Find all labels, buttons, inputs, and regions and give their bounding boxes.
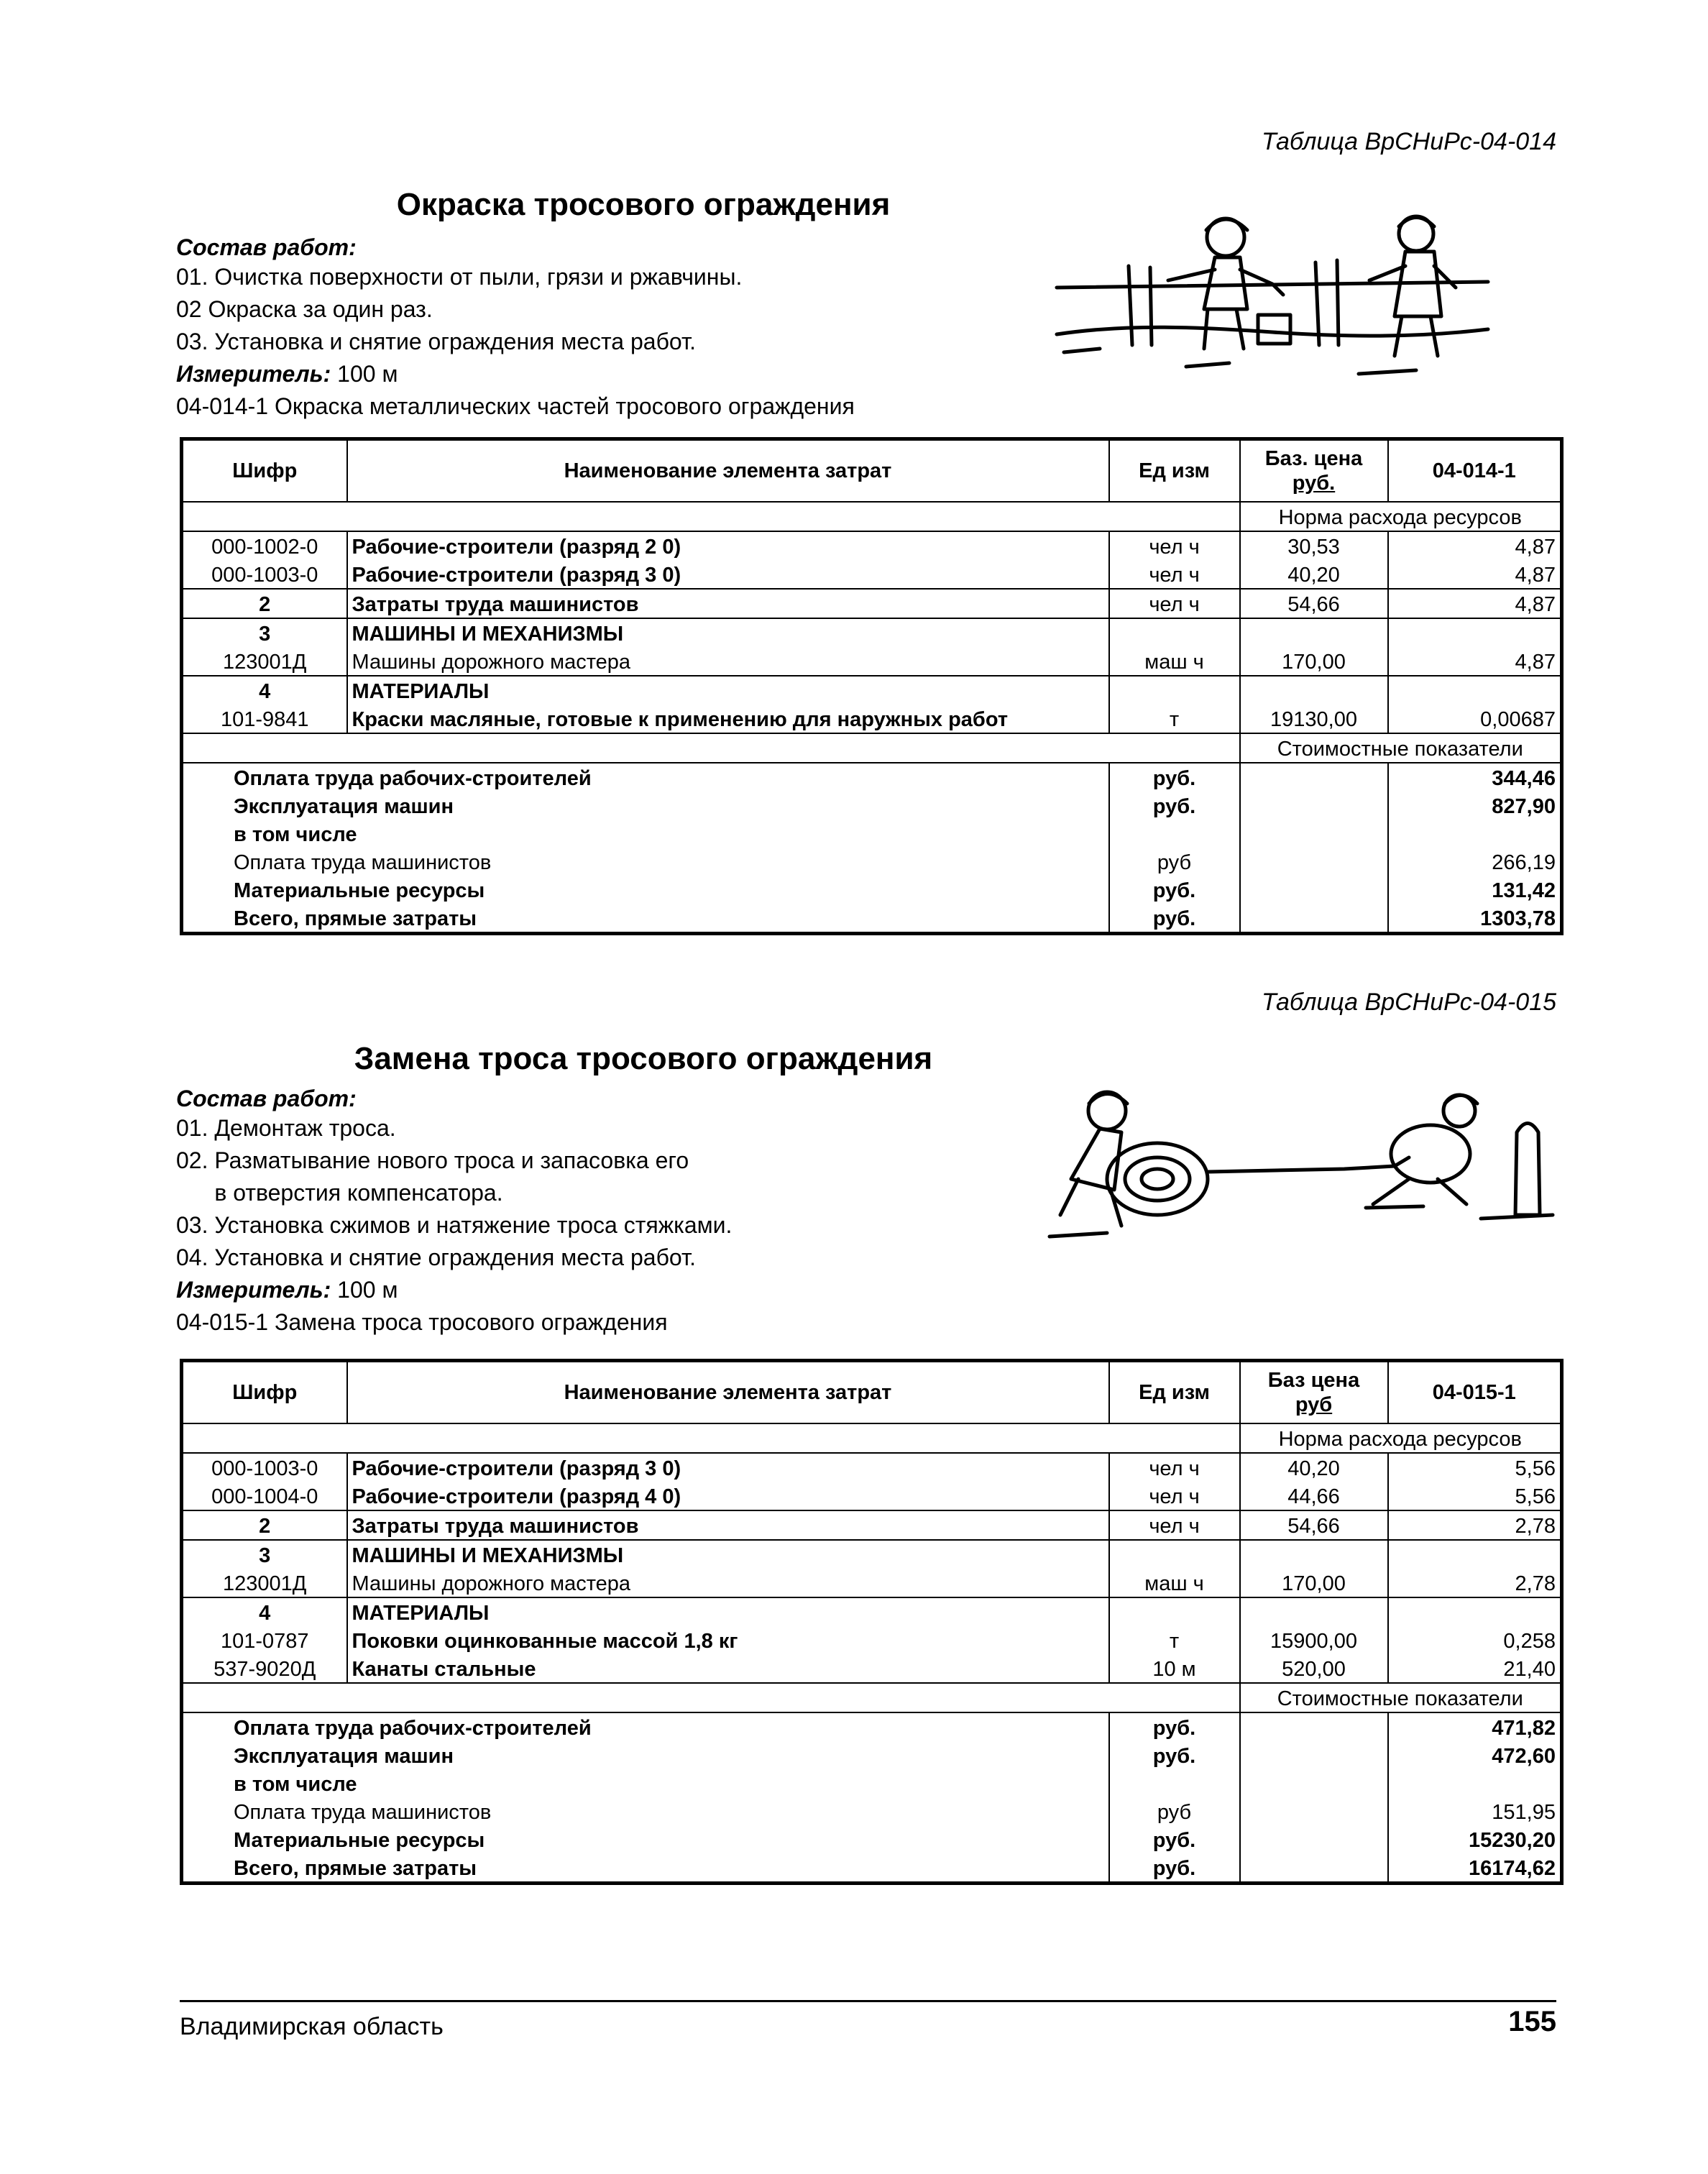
cell-price: 170,00 xyxy=(1240,1569,1388,1597)
cell-name: МАШИНЫ И МЕХАНИЗМЫ xyxy=(347,1540,1109,1569)
cost-name: Материальные ресурсы xyxy=(182,1825,1109,1853)
cost-row xyxy=(182,1825,1562,1853)
cost-value xyxy=(1388,1769,1562,1797)
cell-shifr: 4 xyxy=(182,676,347,705)
cell-price: 30,53 xyxy=(1240,531,1388,560)
work-item: 01. Демонтаж троса. xyxy=(176,1115,396,1141)
cell-price: 40,20 xyxy=(1240,1453,1388,1482)
painting-workers-illustration xyxy=(1042,201,1502,395)
col-header-price xyxy=(1240,1361,1388,1424)
cell-shifr: 3 xyxy=(182,1540,347,1569)
cell-name: МАТЕРИАЛЫ xyxy=(347,676,1109,705)
cost-empty xyxy=(1240,904,1388,934)
cell-unit: чел ч xyxy=(1109,589,1240,618)
cell-unit: т xyxy=(1109,1626,1240,1654)
cell-unit xyxy=(1109,1597,1240,1626)
cost-row xyxy=(182,876,1562,904)
cost-unit: руб. xyxy=(1109,792,1240,820)
page-number: 155 xyxy=(1508,2006,1556,2037)
work-item: 03. Установка сжимов и натяжение троса стяжками. xyxy=(176,1212,733,1238)
table-row xyxy=(182,589,1562,618)
cost-value: 16174,62 xyxy=(1388,1853,1562,1884)
cost-unit: руб. xyxy=(1109,763,1240,792)
cost-row xyxy=(182,763,1562,792)
table-number-label: Таблица ВрСНиРс-04-014 xyxy=(1261,128,1556,155)
cell-price: 54,66 xyxy=(1240,1510,1388,1540)
cost-value xyxy=(1388,820,1562,848)
cell-name: Машины дорожного мастера xyxy=(347,647,1109,676)
cost-unit xyxy=(1109,820,1240,848)
table-row xyxy=(182,618,1562,647)
cell-value: 4,87 xyxy=(1388,589,1562,618)
cell-value xyxy=(1388,1597,1562,1626)
measure-value: 100 м xyxy=(337,1277,398,1303)
norms-table xyxy=(180,1359,1564,1885)
col-header-code: 04-014-1 xyxy=(1388,439,1562,503)
work-item: 04. Установка и снятие ограждения места работ. xyxy=(176,1244,696,1270)
cell-price xyxy=(1240,1540,1388,1569)
band-spacer xyxy=(182,502,1240,531)
col-header-name: Наименование элемента затрат xyxy=(347,1361,1109,1424)
cost-name: в том числе xyxy=(182,820,1109,848)
cell-unit: чел ч xyxy=(1109,560,1240,589)
cost-unit: руб. xyxy=(1109,1712,1240,1741)
table-row xyxy=(182,1510,1562,1540)
work-composition xyxy=(176,1086,732,1339)
cost-row xyxy=(182,1853,1562,1884)
cell-name: Канаты стальные xyxy=(347,1654,1109,1683)
cell-price xyxy=(1240,618,1388,647)
table-row xyxy=(182,1540,1562,1569)
item-line: 04-014-1 Окраска металлических частей тросового ограждения xyxy=(176,393,855,419)
table-row xyxy=(182,1482,1562,1510)
cost-row xyxy=(182,848,1562,876)
cell-value: 5,56 xyxy=(1388,1482,1562,1510)
cell-shifr: 2 xyxy=(182,1510,347,1540)
cost-row xyxy=(182,792,1562,820)
cell-shifr: 123001Д xyxy=(182,1569,347,1597)
cost-name: Оплата труда рабочих-строителей xyxy=(182,763,1109,792)
price-header-unit: руб xyxy=(1295,1393,1333,1416)
cost-band-label: Стоимостные показатели xyxy=(1240,1683,1562,1712)
cost-name: Оплата труда машинистов xyxy=(182,848,1109,876)
cost-empty xyxy=(1240,820,1388,848)
measure-line xyxy=(176,358,855,390)
col-header-unit: Ед изм xyxy=(1109,439,1240,503)
cell-shifr: 000-1003-0 xyxy=(182,560,347,589)
cell-value: 4,87 xyxy=(1388,647,1562,676)
cost-empty xyxy=(1240,848,1388,876)
cell-value xyxy=(1388,618,1562,647)
cost-value: 472,60 xyxy=(1388,1741,1562,1769)
cost-name: Эксплуатация машин xyxy=(182,792,1109,820)
cost-value: 471,82 xyxy=(1388,1712,1562,1741)
cell-unit: 10 м xyxy=(1109,1654,1240,1683)
cell-name: Рабочие-строители (разряд 4 0) xyxy=(347,1482,1109,1510)
cell-name: Затраты труда машинистов xyxy=(347,1510,1109,1540)
cost-row xyxy=(182,1712,1562,1741)
col-header-shifr: Шифр xyxy=(182,1361,347,1424)
cell-unit xyxy=(1109,1540,1240,1569)
cell-unit: т xyxy=(1109,705,1240,733)
cost-name: Оплата труда рабочих-строителей xyxy=(182,1712,1109,1741)
table-number-label: Таблица ВрСНиРс-04-015 xyxy=(1261,989,1556,1016)
cost-row xyxy=(182,1741,1562,1769)
cell-name: Поковки оцинкованные массой 1,8 кг xyxy=(347,1626,1109,1654)
cost-name: Оплата труда машинистов xyxy=(182,1797,1109,1825)
measure-label: Измеритель: xyxy=(176,1277,331,1303)
cell-value: 4,87 xyxy=(1388,531,1562,560)
col-header-price xyxy=(1240,439,1388,503)
cell-shifr: 000-1003-0 xyxy=(182,1453,347,1482)
cost-value: 151,95 xyxy=(1388,1797,1562,1825)
work-item: 01. Очистка поверхности от пыли, грязи и ржавчины. xyxy=(176,264,743,290)
norm-band-label: Норма расхода ресурсов xyxy=(1240,502,1562,531)
cell-price xyxy=(1240,676,1388,705)
measure-label: Измеритель: xyxy=(176,361,331,387)
price-header-line: Баз цена xyxy=(1267,1369,1360,1392)
cell-price: 19130,00 xyxy=(1240,705,1388,733)
cell-shifr: 101-0787 xyxy=(182,1626,347,1654)
cost-unit: руб. xyxy=(1109,1825,1240,1853)
cost-unit xyxy=(1109,1769,1240,1797)
cell-name: Рабочие-строители (разряд 3 0) xyxy=(347,1453,1109,1482)
cell-price: 170,00 xyxy=(1240,647,1388,676)
price-header-unit: руб. xyxy=(1292,472,1336,495)
table-row xyxy=(182,531,1562,560)
cell-name: Машины дорожного мастера xyxy=(347,1569,1109,1597)
cell-shifr: 101-9841 xyxy=(182,705,347,733)
table-header-row xyxy=(182,1361,1562,1424)
cost-empty xyxy=(1240,792,1388,820)
cell-unit: чел ч xyxy=(1109,1510,1240,1540)
measure-line xyxy=(176,1274,732,1306)
cost-value: 15230,20 xyxy=(1388,1825,1562,1853)
cell-shifr: 2 xyxy=(182,589,347,618)
table-row xyxy=(182,647,1562,676)
band-spacer xyxy=(182,1683,1240,1712)
footer-region: Владимирская область xyxy=(180,2013,444,2040)
cell-unit: маш ч xyxy=(1109,1569,1240,1597)
cell-name: Рабочие-строители (разряд 3 0) xyxy=(347,560,1109,589)
cell-value: 2,78 xyxy=(1388,1569,1562,1597)
band-spacer xyxy=(182,1423,1240,1453)
cost-unit: руб xyxy=(1109,848,1240,876)
cost-unit: руб. xyxy=(1109,904,1240,934)
cell-price: 54,66 xyxy=(1240,589,1388,618)
cell-name: Краски масляные, готовые к применению для наружных работ xyxy=(347,705,1109,733)
table-header-row xyxy=(182,439,1562,503)
cell-value: 21,40 xyxy=(1388,1654,1562,1683)
composition-label: Состав работ: xyxy=(176,234,357,260)
cost-value: 1303,78 xyxy=(1388,904,1562,934)
cell-unit: чел ч xyxy=(1109,531,1240,560)
work-item: 02 Окраска за один раз. xyxy=(176,296,433,322)
cell-unit xyxy=(1109,676,1240,705)
table-row xyxy=(182,1654,1562,1683)
cell-name: Рабочие-строители (разряд 2 0) xyxy=(347,531,1109,560)
cost-unit: руб. xyxy=(1109,1741,1240,1769)
cost-name: в том числе xyxy=(182,1769,1109,1797)
col-header-name: Наименование элемента затрат xyxy=(347,439,1109,503)
band-spacer xyxy=(182,733,1240,763)
cell-unit: маш ч xyxy=(1109,647,1240,676)
table-row xyxy=(182,1626,1562,1654)
norm-band-row xyxy=(182,1423,1562,1453)
cost-empty xyxy=(1240,1853,1388,1884)
cost-empty xyxy=(1240,1825,1388,1853)
table-row xyxy=(182,1453,1562,1482)
cost-row xyxy=(182,820,1562,848)
cell-unit: чел ч xyxy=(1109,1482,1240,1510)
cost-unit: руб xyxy=(1109,1797,1240,1825)
table-row xyxy=(182,705,1562,733)
table-row xyxy=(182,1597,1562,1626)
cost-band-label: Стоимостные показатели xyxy=(1240,733,1562,763)
cell-shifr: 123001Д xyxy=(182,647,347,676)
cell-shifr: 537-9020Д xyxy=(182,1654,347,1683)
cell-value xyxy=(1388,1540,1562,1569)
cell-unit xyxy=(1109,618,1240,647)
section-title: Замена троса тросового ограждения xyxy=(354,1041,933,1076)
cell-shifr: 3 xyxy=(182,618,347,647)
cost-empty xyxy=(1240,1797,1388,1825)
cost-empty xyxy=(1240,1741,1388,1769)
table-row xyxy=(182,560,1562,589)
work-composition xyxy=(176,234,855,423)
cell-shifr: 4 xyxy=(182,1597,347,1626)
cost-value: 344,46 xyxy=(1388,763,1562,792)
cell-price: 15900,00 xyxy=(1240,1626,1388,1654)
cost-empty xyxy=(1240,1769,1388,1797)
col-header-code: 04-015-1 xyxy=(1388,1361,1562,1424)
cost-row xyxy=(182,1797,1562,1825)
work-item: в отверстия компенсатора. xyxy=(176,1180,503,1206)
norm-band-row xyxy=(182,502,1562,531)
cost-band-row xyxy=(182,733,1562,763)
cost-name: Эксплуатация машин xyxy=(182,1741,1109,1769)
cost-unit: руб. xyxy=(1109,876,1240,904)
cell-name: МАШИНЫ И МЕХАНИЗМЫ xyxy=(347,618,1109,647)
cell-unit: чел ч xyxy=(1109,1453,1240,1482)
cell-price: 520,00 xyxy=(1240,1654,1388,1683)
cost-value: 266,19 xyxy=(1388,848,1562,876)
table-row xyxy=(182,676,1562,705)
cost-empty xyxy=(1240,763,1388,792)
measure-value: 100 м xyxy=(337,361,398,387)
cost-row xyxy=(182,904,1562,934)
item-line: 04-015-1 Замена троса тросового ограждения xyxy=(176,1309,668,1335)
work-item: 03. Установка и снятие ограждения места работ. xyxy=(176,329,696,354)
cost-unit: руб. xyxy=(1109,1853,1240,1884)
col-header-shifr: Шифр xyxy=(182,439,347,503)
price-header-line: Баз. цена xyxy=(1264,447,1363,470)
table-row xyxy=(182,1569,1562,1597)
norm-band-label: Норма расхода ресурсов xyxy=(1240,1423,1562,1453)
composition-label: Состав работ: xyxy=(176,1086,357,1111)
cell-value: 0,258 xyxy=(1388,1626,1562,1654)
cell-value: 5,56 xyxy=(1388,1453,1562,1482)
cost-name: Материальные ресурсы xyxy=(182,876,1109,904)
col-header-unit: Ед изм xyxy=(1109,1361,1240,1424)
cost-value: 827,90 xyxy=(1388,792,1562,820)
cell-price: 40,20 xyxy=(1240,560,1388,589)
cost-empty xyxy=(1240,876,1388,904)
cost-band-row xyxy=(182,1683,1562,1712)
cell-shifr: 000-1004-0 xyxy=(182,1482,347,1510)
cell-name: Затраты труда машинистов xyxy=(347,589,1109,618)
norms-table xyxy=(180,437,1564,935)
cell-price xyxy=(1240,1597,1388,1626)
cost-row xyxy=(182,1769,1562,1797)
cost-name: Всего, прямые затраты xyxy=(182,904,1109,934)
cell-value xyxy=(1388,676,1562,705)
footer-rule xyxy=(180,2000,1556,2002)
cell-value: 0,00687 xyxy=(1388,705,1562,733)
cell-value: 4,87 xyxy=(1388,560,1562,589)
cell-price: 44,66 xyxy=(1240,1482,1388,1510)
work-item: 02. Разматывание нового троса и запасовка его xyxy=(176,1147,689,1173)
cost-name: Всего, прямые затраты xyxy=(182,1853,1109,1884)
cell-name: МАТЕРИАЛЫ xyxy=(347,1597,1109,1626)
cost-empty xyxy=(1240,1712,1388,1741)
cost-value: 131,42 xyxy=(1388,876,1562,904)
cell-value: 2,78 xyxy=(1388,1510,1562,1540)
cell-shifr: 000-1002-0 xyxy=(182,531,347,560)
cable-workers-illustration xyxy=(1021,1071,1567,1258)
section-title: Окраска тросового ограждения xyxy=(396,187,891,222)
